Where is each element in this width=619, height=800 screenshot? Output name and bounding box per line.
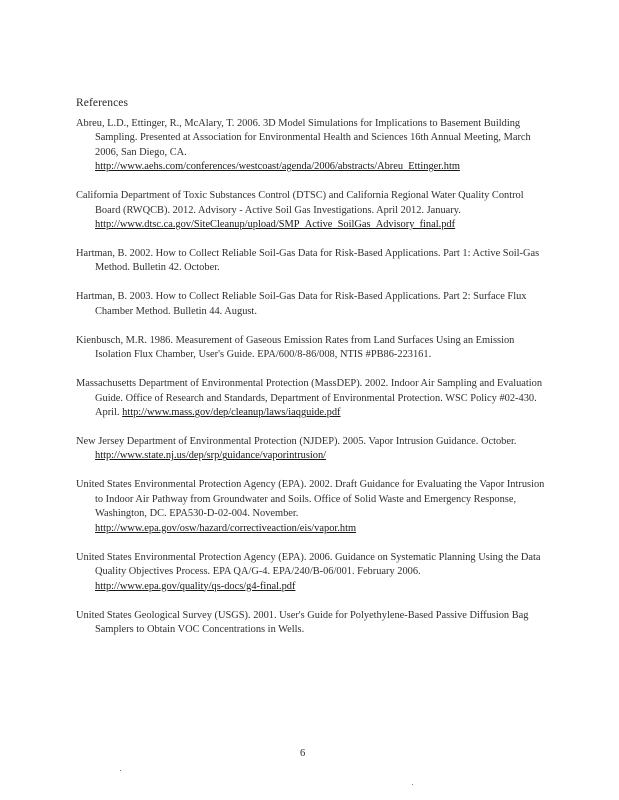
reference-entry [76,478,546,536]
reference-entry [76,189,546,232]
reference-entry [76,377,546,420]
reference-link[interactable]: http://www.epa.gov/quality/qs-docs/g4-final.pdf [95,580,296,592]
reference-link[interactable]: http://www.mass.gov/dep/cleanup/laws/iaqguide.pdf [122,407,341,419]
scan-speck [120,770,121,771]
reference-entry [76,334,546,363]
references-heading: References [76,97,129,109]
reference-text: Abreu, L.D., Ettinger, R., McAlary, T. 2006. 3D Model Simulations for Implications to Basement Building Sampling. Presented at Association for Environmental Health and Sciences 16th Annual Meeting, March 2006, San Diego, CA. [76,118,531,158]
reference-text: Massachusetts Department of Environmental Protection (MassDEP). 2002. Indoor Air Sampling and Evaluation Guide. Office of Research and Standards, Department of Environmental Protection. WSC Policy #02-430. April. [76,378,543,419]
reference-text: Hartman, B. 2002. How to Collect Reliable Soil-Gas Data for Risk-Based Applications. Part 1: Active Soil-Gas Method. Bulletin 42. October. [76,248,540,274]
references-list [76,117,546,652]
reference-text: United States Environmental Protection Agency (EPA). 2002. Draft Guidance for Evaluating the Vapor Intrusion to Indoor Air Pathway from Groundwater and Soils. Office of Solid Waste and Emergency Response, Washington, DC. EPA530-D-02-004. November. [76,479,545,520]
reference-text: United States Geological Survey (USGS). 2001. User's Guide for Polyethylene-Based Passive Diffusion Bag Samplers to Obtain VOC Concentrations in Wells. [76,609,529,635]
reference-text: New Jersey Department of Environmental Protection (NJDEP). 2005. Vapor Intrusion Guidance. October. [76,436,517,448]
page-number: 6 [300,748,306,759]
reference-entry [76,247,546,276]
reference-link[interactable]: http://www.dtsc.ca.gov/SiteCleanup/upload/SMP_Active_SoilGas_Advisory_final.pdf [95,219,456,231]
reference-link[interactable]: http://www.epa.gov/osw/hazard/correctiveaction/eis/vapor.htm [95,522,357,534]
reference-link[interactable]: http://www.state.nj.us/dep/srp/guidance/vaporintrusion/ [95,450,327,462]
reference-entry [76,117,546,175]
reference-text: California Department of Toxic Substances Control (DTSC) and California Regional Water Quality Control Board (RWQCB). 2012. Advisory - Active Soil Gas Investigations. April 2012. January. [76,190,524,216]
reference-entry [76,435,546,464]
reference-entry [76,290,546,319]
reference-entry [76,551,546,594]
reference-entry [76,609,546,638]
scan-speck [412,784,413,785]
reference-text: United States Environmental Protection Agency (EPA). 2006. Guidance on Systematic Planning Using the Data Quality Objectives Process. EPA QA/G-4. EPA/240/B-06/001. February 2006. [76,551,541,578]
reference-text: Kienbusch, M.R. 1986. Measurement of Gaseous Emission Rates from Land Surfaces Using an Emission Isolation Flux Chamber, User's Guide. EPA/600/8-86/008, NTIS #PB86-223161. [76,334,515,361]
reference-link[interactable]: http://www.aehs.com/conferences/westcoast/agenda/2006/abstracts/Abreu_Ettinger.htm [95,161,460,173]
reference-text: Hartman, B. 2003. How to Collect Reliable Soil-Gas Data for Risk-Based Applications. Part 2: Surface Flux Chamber Method. Bulletin 44. August. [76,291,527,317]
